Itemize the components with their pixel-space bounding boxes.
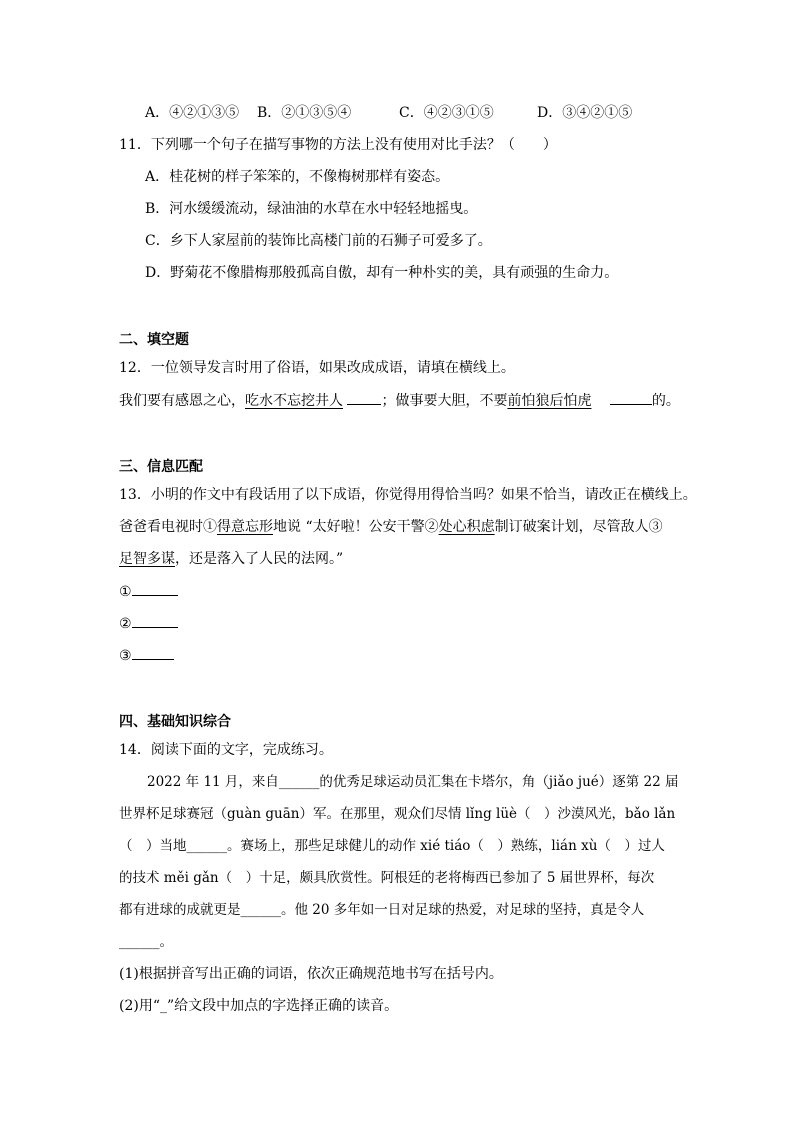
q14-passage-line-5: 都有进球的成就更是______。他 20 多年如一日对足球的热爱，对足球的坚持，真是令人	[119, 902, 645, 918]
q13-answer-3	[119, 645, 174, 666]
q13-answer-1-label: ①	[119, 584, 132, 600]
q14-passage-line-6: ______。	[119, 934, 173, 950]
q13-answer-1-blank[interactable]	[132, 581, 178, 596]
q13-passage-line-2	[119, 549, 343, 569]
section4-title: 四、基础知识综合	[119, 714, 231, 730]
q10-options-row	[145, 103, 632, 123]
q13-answer-3-blank[interactable]	[132, 645, 174, 660]
q13-idiom-2: 处心积虑	[438, 519, 495, 535]
q11-option-a: A．桂花树的样子笨笨的，不像梅树那样有姿态。	[145, 169, 450, 185]
q13-stem: 13．小明的作文中有段话用了以下成语，你觉得用得恰当吗？如果不恰当，请改正在横线上。	[119, 487, 697, 503]
q13-answer-2-label: ②	[119, 616, 132, 632]
q12-text-2: ；做事要大胆，不要	[381, 393, 508, 409]
q12-answer-blank-1[interactable]	[347, 390, 381, 405]
q11-option-c: C．乡下人家屋前的装饰比高楼门前的石狮子可爱多了。	[145, 233, 492, 249]
q14-passage-line-3: （ ）当地______。赛场上，那些足球健儿的动作 xié tiáo（ ）熟练，lián xù（ ）过人	[119, 838, 665, 854]
q10-option-b: B．②①③⑤④	[257, 105, 352, 121]
q12-proverb-1: 吃水不忘挖井人	[245, 393, 343, 409]
q11-option-d: D．野菊花不像腊梅那般孤高自傲，却有一种朴实的美，具有顽强的生命力。	[145, 265, 619, 281]
q10-option-a: A．④②①③⑤	[145, 105, 240, 121]
q13-text-2: 地说 “太好啦！公安干警②	[273, 519, 439, 535]
q13-answer-1	[119, 581, 178, 602]
q12-text-1: 我们要有感恩之心，	[119, 393, 245, 409]
q10-option-d: D．③④②①⑤	[537, 105, 633, 121]
q13-answer-3-label: ③	[119, 648, 132, 664]
q14-passage-line-4: 的技术 měi gǎn（ ）十足，颇具欣赏性。阿根廷的老将梅西已参加了 5 届世界杯，每次	[119, 870, 655, 886]
q14-passage-line-2: 世界杯足球赛冠（guàn guān）军。在那里，观众们尽情 lǐng lüè（ ）沙漠风光，bǎo lǎn	[119, 806, 676, 822]
q13-text-3: 制订破案计划，尽管敌人③	[494, 519, 663, 535]
q10-option-c: C．④②③①⑤	[399, 105, 494, 121]
q12-sentence	[119, 390, 680, 411]
section2-title: 二、填空题	[119, 332, 189, 348]
q14-passage-line-1: 2022 年 11 月，来自______的优秀足球运动员汇集在卡塔尔，角（jiǎo jué）逐第 22 届	[147, 774, 679, 790]
q14-subquestion-2: (2)用“_”给文段中加点的字选择正确的读音。	[119, 998, 399, 1014]
q13-answer-2-blank[interactable]	[132, 613, 178, 628]
q11-stem: 11．下列哪一个句子在描写事物的方法上没有使用对比手法？（ ）	[119, 137, 557, 153]
q13-text-4: ，还是落入了人民的法网。”	[175, 551, 344, 567]
q13-idiom-1: 得意忘形	[217, 519, 273, 535]
q12-stem: 12．一位领导发言时用了俗语，如果改成成语，请填在横线上。	[119, 360, 515, 376]
q12-proverb-2: 前怕狼后怕虎	[507, 393, 592, 409]
q12-text-3: 的。	[651, 393, 680, 409]
section3-title: 三、信息匹配	[119, 459, 203, 475]
q13-text-1: 爸爸看电视时①	[119, 519, 217, 535]
q13-idiom-3: 足智多谋	[119, 551, 175, 567]
q14-stem: 14．阅读下面的文字，完成练习。	[119, 742, 333, 758]
q14-subquestion-1: (1)根据拼音写出正确的词语，依次正确规范地书写在括号内。	[119, 966, 503, 982]
q11-option-b: B．河水缓缓流动，绿油油的水草在水中轻轻地摇曳。	[145, 201, 478, 217]
q13-answer-2	[119, 613, 178, 634]
q13-passage-line-1	[119, 517, 663, 537]
q12-answer-blank-2[interactable]	[610, 390, 652, 405]
